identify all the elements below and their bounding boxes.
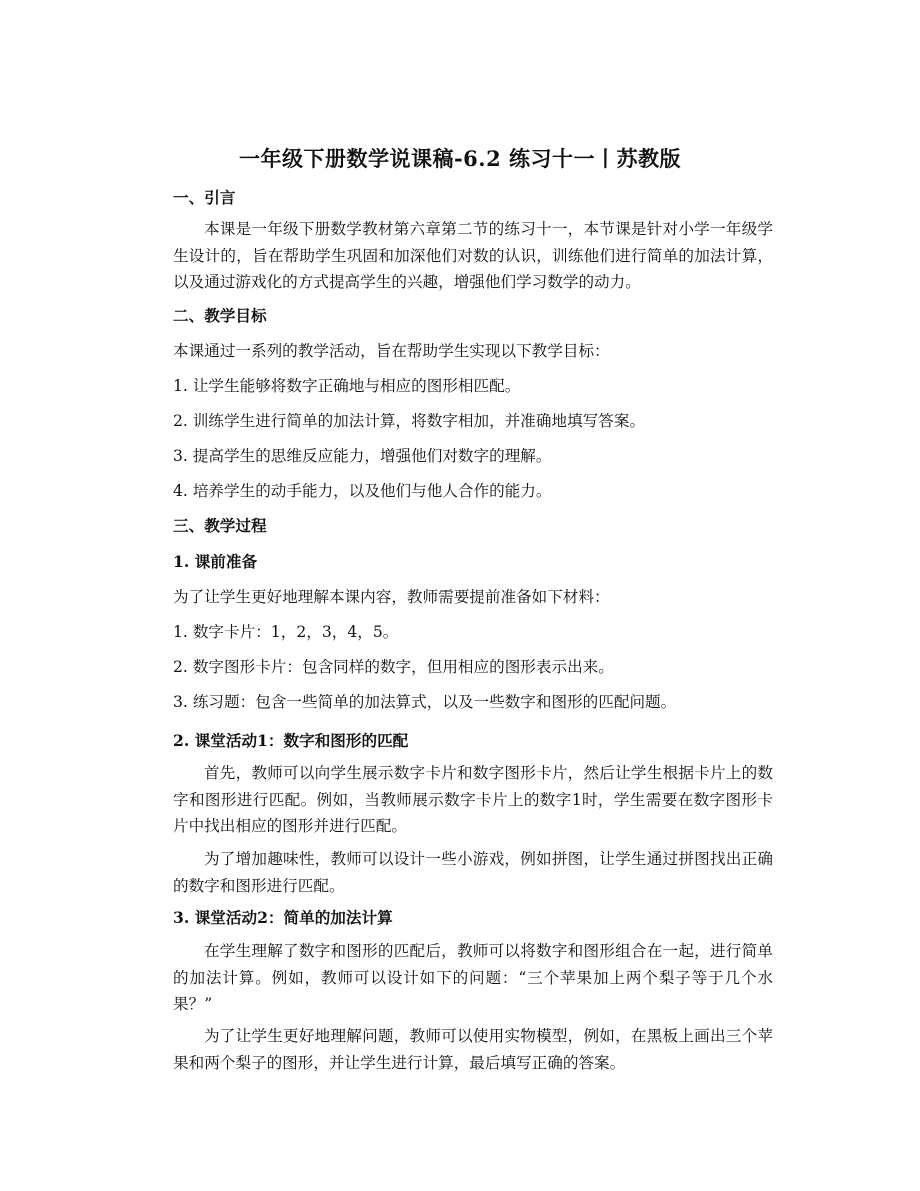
material-item-1: 1. 数字卡片：1，2，3，4，5。 xyxy=(173,623,399,641)
subsection-heading-activity-2: 3. 课堂活动2：简单的加法计算 xyxy=(173,908,393,927)
subsection-heading-activity-1: 2. 课堂活动1：数字和图形的匹配 xyxy=(173,731,409,750)
activity-1-paragraph-2: 为了增加趣味性，教师可以设计一些小游戏，例如拼图，让学生通过拼图找出正确的数字和图形进行匹配。 xyxy=(173,850,773,895)
introduction-paragraph: 本课是一年级下册数学教材第六章第二节的练习十一，本节课是针对小学一年级学生设计的，旨在帮助学生巩固和加深他们对数的认识，训练他们进行简单的加法计算，以及通过游戏化的方式提高学生的兴趣，增强他们学习数学的动力。 xyxy=(173,220,773,291)
objective-item-4: 4. 培养学生的动手能力，以及他们与他人合作的能力。 xyxy=(173,482,552,500)
objective-item-3: 3. 提高学生的思维反应能力，增强他们对数字的理解。 xyxy=(173,447,552,465)
document-title: 一年级下册数学说课稿-6.2 练习十一丨苏教版 xyxy=(238,146,682,171)
section-heading-objectives: 二、教学目标 xyxy=(173,306,267,325)
objective-item-2: 2. 训练学生进行简单的加法计算，将数字相加，并准确地填写答案。 xyxy=(173,412,646,430)
preparation-intro: 为了让学生更好地理解本课内容，教师需要提前准备如下材料： xyxy=(173,588,610,606)
objectives-intro: 本课通过一系列的教学活动，旨在帮助学生实现以下教学目标： xyxy=(173,342,610,360)
objective-item-1: 1. 让学生能够将数字正确地与相应的图形相匹配。 xyxy=(173,377,521,395)
subsection-heading-preparation: 1. 课前准备 xyxy=(173,552,258,571)
section-heading-introduction: 一、引言 xyxy=(173,188,236,207)
activity-2-paragraph-1: 在学生理解了数字和图形的匹配后，教师可以将数字和图形组合在一起，进行简单的加法计算。例如，教师可以设计如下的问题：“三个苹果加上两个梨子等于几个水果？” xyxy=(173,942,773,1013)
material-item-2: 2. 数字图形卡片：包含同样的数字，但用相应的图形表示出来。 xyxy=(173,658,614,676)
activity-1-paragraph-1: 首先，教师可以向学生展示数字卡片和数字图形卡片，然后让学生根据卡片上的数字和图形进行匹配。例如，当教师展示数字卡片上的数字1时，学生需要在数字图形卡片中找出相应的图形并进行匹配。 xyxy=(173,764,773,835)
material-item-3: 3. 练习题：包含一些简单的加法算式，以及一些数字和图形的匹配问题。 xyxy=(173,693,677,711)
section-heading-process: 三、教学过程 xyxy=(173,516,267,535)
activity-2-paragraph-2: 为了让学生更好地理解问题，教师可以使用实物模型，例如，在黑板上画出三个苹果和两个梨子的图形，并让学生进行计算，最后填写正确的答案。 xyxy=(173,1027,773,1072)
